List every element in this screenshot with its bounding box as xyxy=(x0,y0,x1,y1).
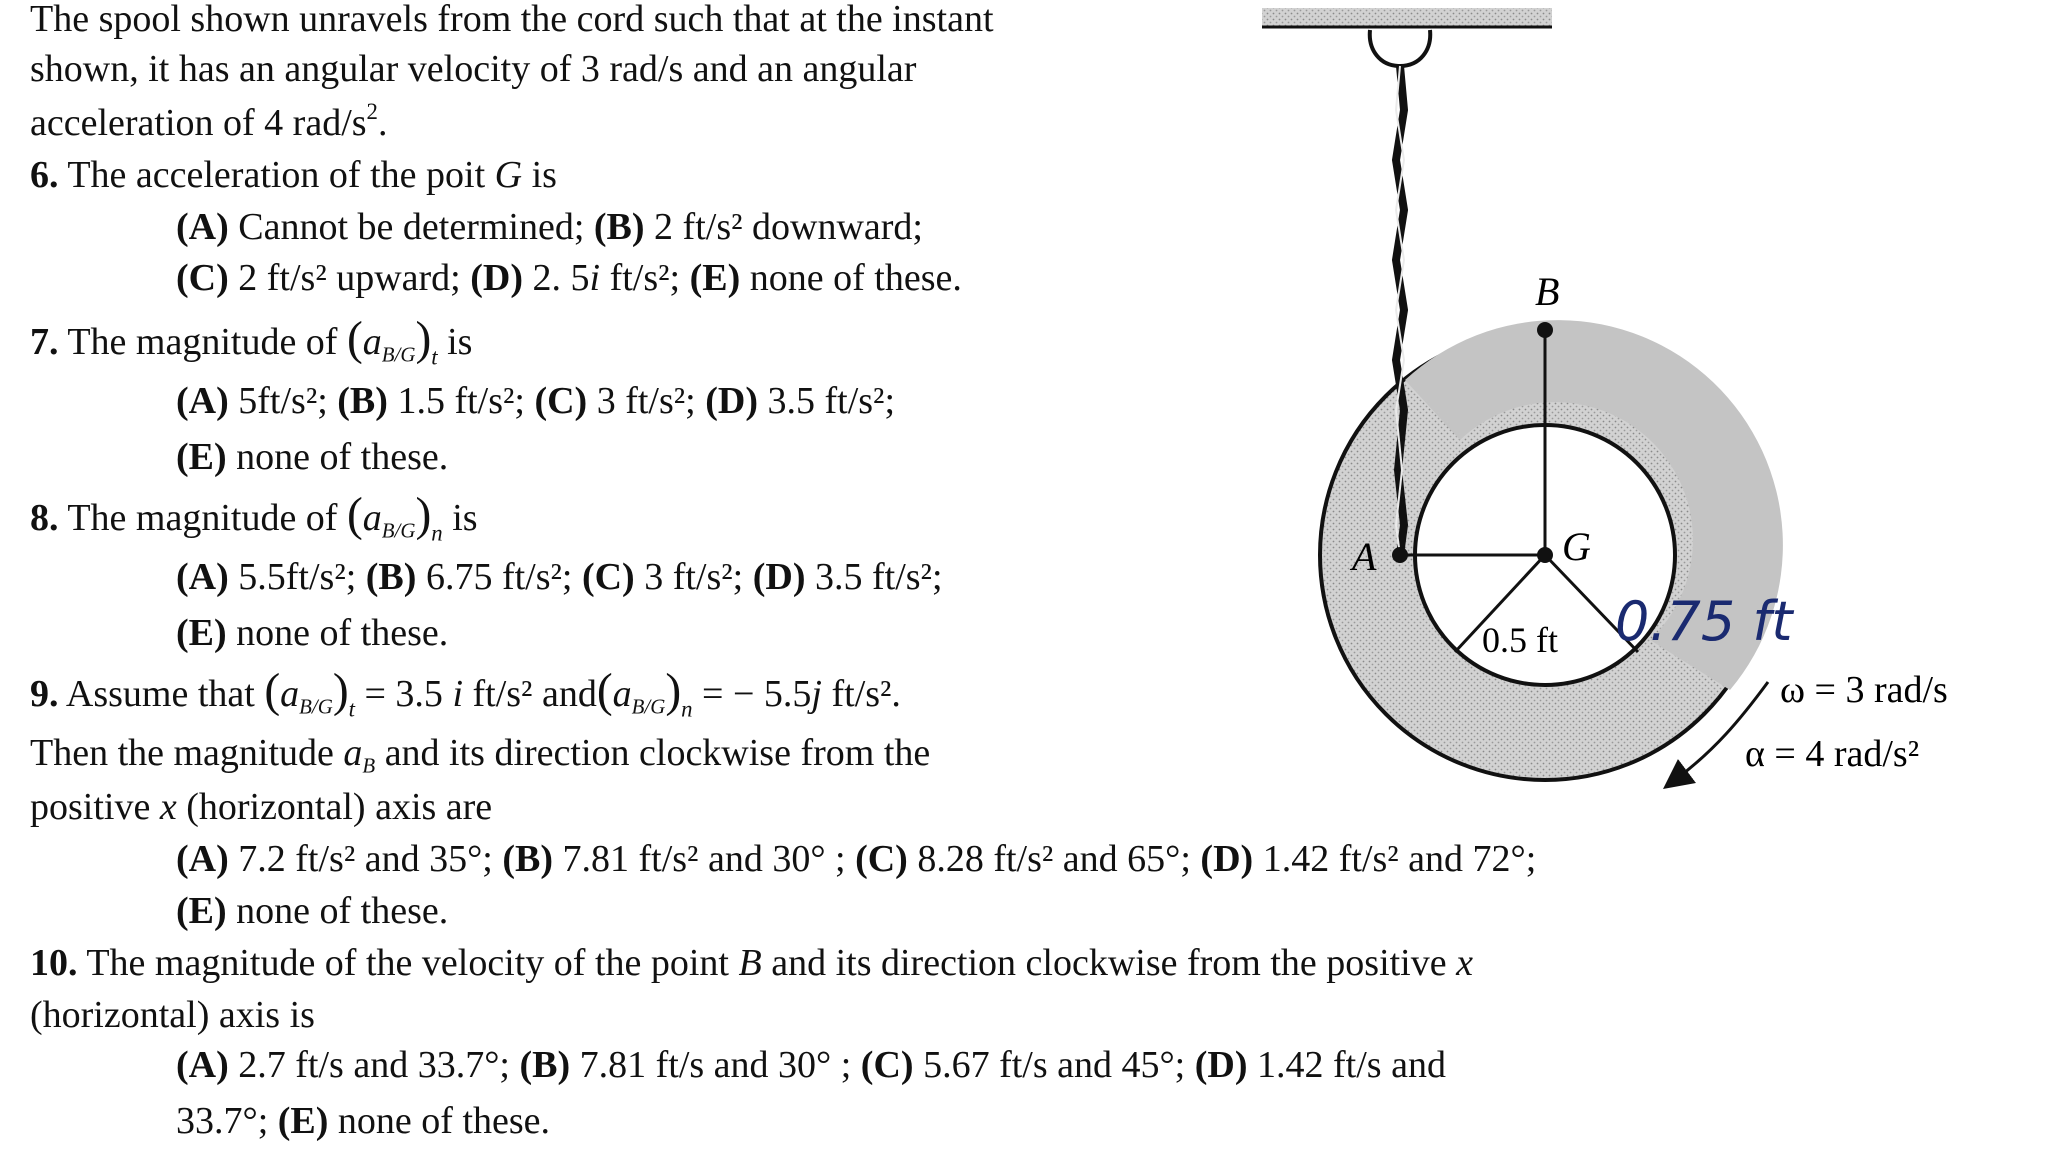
option-text: 3.5 ft/s²; xyxy=(767,380,896,422)
option-label: (E) xyxy=(176,436,227,478)
option-label: (D) xyxy=(470,257,524,299)
option-text: 6.75 ft/s²; xyxy=(425,556,573,598)
question-7-text: The magnitude of xyxy=(67,321,338,363)
ceiling-hatch xyxy=(1262,8,1552,26)
question-9-axis-var: x xyxy=(159,786,177,828)
question-10-stem xyxy=(30,944,1473,982)
intro-line-3-end: . xyxy=(377,102,388,144)
question-8-text: The magnitude of xyxy=(67,497,338,539)
option-label: (A) xyxy=(176,838,229,880)
question-9-eq2: = − 5.5 xyxy=(692,673,812,715)
option-text: 2. 5 xyxy=(532,257,590,299)
question-9-line-2 xyxy=(30,732,931,778)
question-7-tail: is xyxy=(447,321,473,363)
spool-figure xyxy=(1250,0,2040,800)
question-10-options-line-1 xyxy=(176,1046,1446,1084)
question-9-number: 9. xyxy=(30,673,59,715)
point-A xyxy=(1392,547,1408,563)
question-8-tail: is xyxy=(452,497,478,539)
question-10-variable: B xyxy=(738,942,762,984)
question-9-options-line-2 xyxy=(176,892,448,930)
option-text: 7.81 ft/s and 30° ; xyxy=(579,1044,852,1086)
option-label: (C) xyxy=(176,257,229,299)
option-label: (C) xyxy=(534,380,588,422)
option-text: none of these. xyxy=(337,1100,551,1142)
option-text: none of these. xyxy=(236,612,449,654)
question-6-stem xyxy=(30,156,557,194)
label-A: A xyxy=(1352,534,1377,579)
question-10-number: 10. xyxy=(30,942,78,984)
question-9-variable: a xyxy=(343,732,363,774)
option-text: none of these. xyxy=(236,436,449,478)
option-text: 8.28 ft/s² and 65°; xyxy=(917,838,1191,880)
intro-line-3-text: acceleration of 4 rad/s xyxy=(30,102,367,144)
question-9-unit-i: i xyxy=(452,673,463,715)
question-10-text: The magnitude of the velocity of the point xyxy=(86,942,729,984)
question-9-subscript-t: t xyxy=(348,696,355,722)
intro-line-3 xyxy=(30,99,388,144)
question-9-line-3-text: positive xyxy=(30,786,151,828)
question-9-line-3 xyxy=(30,788,492,826)
point-B xyxy=(1537,322,1553,338)
question-9-line-3-text-b: (horizontal) axis are xyxy=(186,786,493,828)
question-9-eq1-unit: ft/s² and xyxy=(472,673,597,715)
question-9-variable-sub: B xyxy=(362,753,376,778)
option-text: 1.5 ft/s²; xyxy=(397,380,525,422)
question-7-expression: $(aB/G)_t$ xyxy=(346,313,438,370)
option-text: 1.42 ft/s² and 72°; xyxy=(1262,838,1537,880)
option-label: (C) xyxy=(860,1044,914,1086)
option-text: Cannot be determined; xyxy=(238,206,585,248)
question-7-options-line-2 xyxy=(176,438,448,476)
intro-line-3-sup: 2 xyxy=(366,99,378,125)
cord-hook xyxy=(1370,30,1430,66)
option-label: (E) xyxy=(689,257,741,299)
label-G: G xyxy=(1562,524,1591,569)
option-label: (B) xyxy=(593,206,645,248)
omega-label: ω = 3 rad/s xyxy=(1780,669,1948,711)
question-10-axis-var: x xyxy=(1456,942,1473,984)
question-9-line-2-text: Then the magnitude xyxy=(30,732,334,774)
option-label: (A) xyxy=(176,1044,229,1086)
option-label: (B) xyxy=(519,1044,571,1086)
question-7-number: 7. xyxy=(30,321,59,363)
question-9-stem xyxy=(30,665,901,722)
question-10-text-b: and its direction clockwise from the positive xyxy=(771,942,1447,984)
question-10-options-line-2 xyxy=(176,1102,550,1140)
option-text: 7.81 ft/s² and 30° ; xyxy=(562,838,846,880)
handwritten-outer-radius: 0.75 ft xyxy=(1615,590,1793,653)
option-text: 3 ft/s²; xyxy=(644,556,744,598)
question-9-expression-t: $(aB/G)_t$ xyxy=(264,665,355,722)
question-8-expression: $(aB/G)_n$ xyxy=(346,489,443,546)
option-text: 1.42 ft/s and xyxy=(1257,1044,1446,1086)
option-label: (B) xyxy=(337,380,388,422)
alpha-label: α = 4 rad/s² xyxy=(1745,733,1920,775)
label-B: B xyxy=(1535,269,1560,314)
option-text: 2.7 ft/s and 33.7°; xyxy=(238,1044,510,1086)
question-7-stem xyxy=(30,313,473,370)
option-text: 2 ft/s² upward; xyxy=(238,257,461,299)
option-label: (C) xyxy=(855,838,908,880)
question-9-line-2-text-b: and its direction clockwise from the xyxy=(384,732,931,774)
question-7-subscript: t xyxy=(431,344,438,370)
option-text: 5ft/s²; xyxy=(238,380,328,422)
option-text: 5.67 ft/s and 45°; xyxy=(923,1044,1186,1086)
question-6-tail: is xyxy=(531,154,557,196)
question-8-options-line-2 xyxy=(176,614,448,652)
question-9-unit-j: j xyxy=(811,673,822,715)
point-G xyxy=(1537,547,1553,563)
option-label: (A) xyxy=(176,556,229,598)
question-9-eq1: = 3.5 xyxy=(355,673,443,715)
question-6-text: The acceleration of the poit xyxy=(67,154,486,196)
label-inner-radius: 0.5 ft xyxy=(1482,620,1558,660)
option-text: none of these. xyxy=(236,890,449,932)
option-label: (A) xyxy=(176,206,229,248)
option-text: ft/s²; xyxy=(609,257,681,299)
option-text: 3 ft/s²; xyxy=(596,380,696,422)
option-text: 5.5ft/s²; xyxy=(238,556,357,598)
question-9-eq2-unit: ft/s². xyxy=(831,673,901,715)
option-label: (E) xyxy=(277,1100,329,1142)
question-6-variable: G xyxy=(494,154,523,196)
question-10-line-2: (horizontal) axis is xyxy=(30,994,315,1036)
intro-line-1: The spool shown unravels from the cord such that at the instant xyxy=(30,0,994,40)
question-8-stem xyxy=(30,489,478,546)
option-label: (E) xyxy=(176,890,227,932)
option-label: (D) xyxy=(1194,1044,1248,1086)
question-8-options-line-1 xyxy=(176,558,943,596)
option-text: none of these. xyxy=(749,257,962,299)
question-9-options-line-1 xyxy=(176,840,1536,878)
option-label: (C) xyxy=(581,556,635,598)
question-6-options-line-2 xyxy=(176,259,962,297)
option-label: (B) xyxy=(365,556,417,598)
option-text: 7.2 ft/s² and 35°; xyxy=(238,838,493,880)
intro-line-2: shown, it has an angular velocity of 3 rad/s and an angular xyxy=(30,48,917,90)
question-8-subscript: n xyxy=(431,520,443,546)
option-text: 3.5 ft/s²; xyxy=(815,556,943,598)
question-8-number: 8. xyxy=(30,497,59,539)
question-9-text: Assume that xyxy=(65,673,255,715)
option-label: (E) xyxy=(176,612,227,654)
option-label: (A) xyxy=(176,380,229,422)
option-label: (D) xyxy=(1200,838,1254,880)
option-label: (D) xyxy=(705,380,758,422)
question-6-number: 6. xyxy=(30,154,59,196)
question-6-options-line-1 xyxy=(176,208,923,246)
option-label: (B) xyxy=(502,838,553,880)
question-7-options-line-1 xyxy=(176,382,895,420)
option-text: 33.7°; xyxy=(176,1100,269,1142)
option-label: (D) xyxy=(752,556,806,598)
option-unit-vector: i xyxy=(589,257,601,299)
option-text: 2 ft/s² downward; xyxy=(654,206,923,248)
question-9-expression-n: $(aB/G)_n$ xyxy=(596,665,693,722)
question-9-subscript-n: n xyxy=(681,696,693,722)
